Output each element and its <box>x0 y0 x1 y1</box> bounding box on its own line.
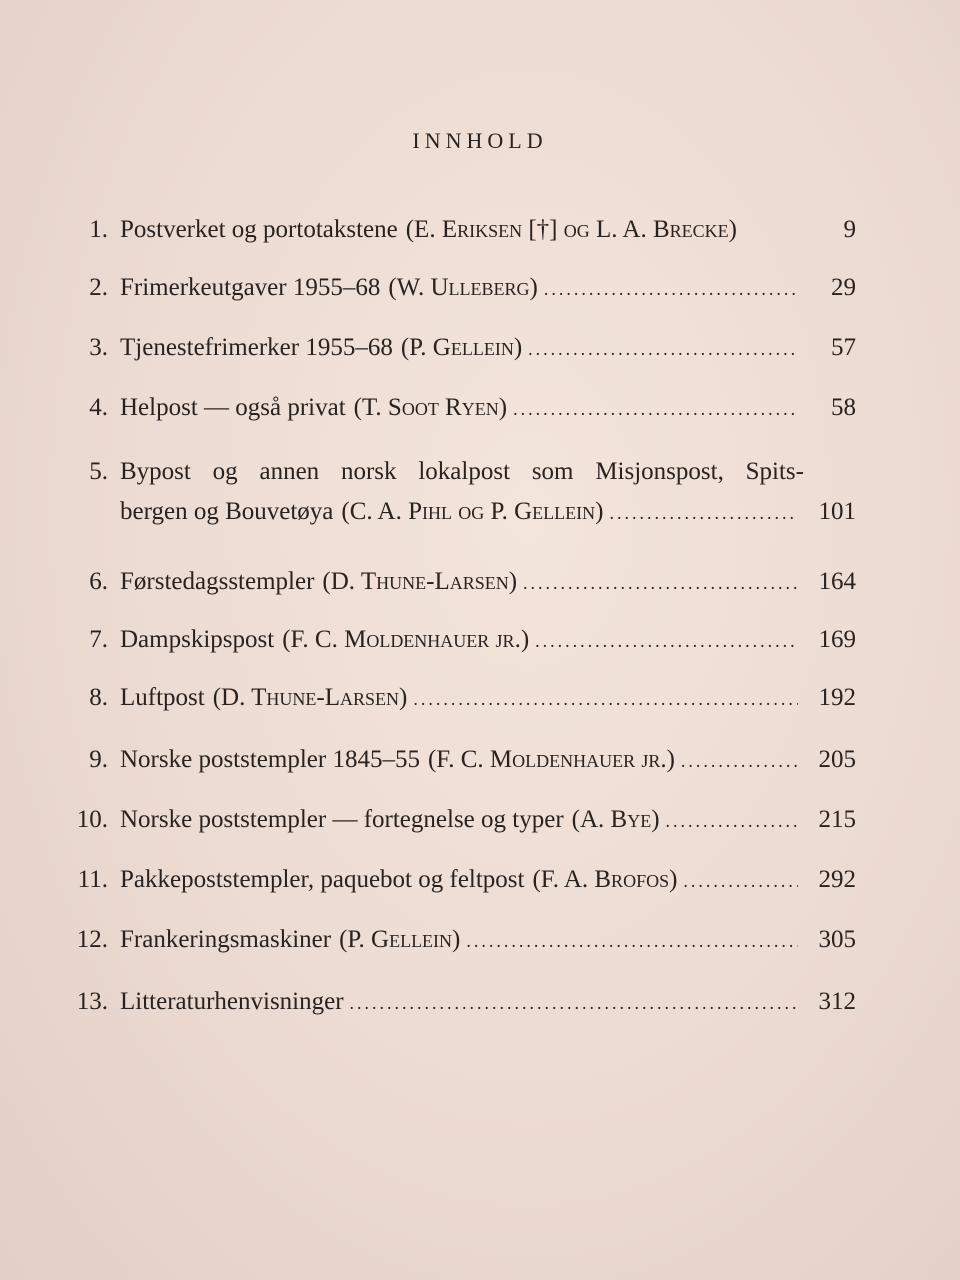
dot-leader <box>544 269 798 309</box>
toc-entry-2 <box>56 268 856 309</box>
entry-author: (F. A. Brofos) <box>532 866 678 893</box>
entry-number: 1. <box>89 216 108 243</box>
entry-author: (C. A. Pihl og P. Gellein) <box>341 498 604 525</box>
toc-entry-7 <box>56 620 856 661</box>
entry-page-number: 57 <box>831 334 856 361</box>
page-title: INNHOLD <box>412 128 548 153</box>
entry-title: Norske poststempler — fortegnelse og typer <box>120 806 564 833</box>
entry-text <box>120 678 804 719</box>
entry-number: 4. <box>89 394 108 421</box>
dot-leader <box>681 741 798 781</box>
entry-author: (F. C. Moldenhauer jr.) <box>427 746 675 773</box>
entry-number: 9. <box>89 746 108 773</box>
dot-leader <box>466 921 798 961</box>
entry-author: (F. C. Moldenhauer jr.) <box>282 626 530 653</box>
toc-entry-12 <box>56 920 856 961</box>
entry-author: (E. Eriksen [†] og L. A. Brecke) <box>405 216 737 243</box>
entry-page-number: 312 <box>818 988 856 1015</box>
entry-text <box>120 740 804 781</box>
entry-line-2 <box>56 492 856 533</box>
toc-entry-5 <box>56 452 856 533</box>
entry-text <box>120 562 804 603</box>
entry-text <box>120 328 804 369</box>
dot-leader <box>413 679 798 719</box>
entry-text <box>120 620 804 661</box>
toc-entry-1 <box>56 210 856 250</box>
entry-page-number: 164 <box>818 568 856 595</box>
entry-author: (P. Gellein) <box>339 926 461 953</box>
entry-author: (A. Bye) <box>571 806 660 833</box>
dot-leader <box>513 389 798 429</box>
toc-entry-11 <box>56 860 856 901</box>
entry-text <box>120 388 804 429</box>
entry-page-number: 205 <box>818 746 856 773</box>
entry-title: Postverket og portotakstene <box>120 216 398 243</box>
entry-title-line-2: bergen og Bouvetøya <box>120 498 334 525</box>
entry-page-number: 9 <box>843 216 856 243</box>
entry-number: 5. <box>89 458 108 485</box>
entry-number: 6. <box>89 568 108 595</box>
entry-title: Helpost — også privat <box>120 394 346 421</box>
entry-number: 13. <box>76 988 108 1015</box>
entry-author: (D. Thune-Larsen) <box>212 684 408 711</box>
entry-title-line-1: Bypost og annen norsk lokalpost som Misjonspost, Spits- <box>120 458 804 485</box>
entry-text <box>120 860 804 901</box>
entry-title: Luftpost <box>120 684 205 711</box>
entry-page-number: 101 <box>818 498 856 525</box>
entry-title: Dampskipspost <box>120 626 275 653</box>
entry-number: 11. <box>77 866 108 893</box>
entry-number: 8. <box>89 684 108 711</box>
entry-line-1 <box>56 452 856 492</box>
entry-number: 3. <box>89 334 108 361</box>
entry-author: (D. Thune-Larsen) <box>322 568 518 595</box>
entry-number: 2. <box>89 274 108 301</box>
dot-leader <box>535 621 798 661</box>
entry-author: (T. Soot Ryen) <box>353 394 508 421</box>
dot-leader <box>666 801 798 841</box>
entry-title: Litteraturhenvisninger <box>120 988 344 1015</box>
entry-page-number: 29 <box>831 274 856 301</box>
dot-leader <box>528 329 798 369</box>
toc-entry-13 <box>56 982 856 1023</box>
entry-title: Pakkepoststempler, paquebot og feltpost <box>120 866 525 893</box>
entry-author: (W. Ulleberg) <box>388 274 538 301</box>
entry-page-number: 192 <box>818 684 856 711</box>
dot-leader <box>683 861 798 901</box>
entry-number: 7. <box>89 626 108 653</box>
entry-page-number: 305 <box>818 926 856 953</box>
entry-line-text <box>120 492 804 533</box>
toc-entry-8 <box>56 678 856 719</box>
entry-page-number: 292 <box>818 866 856 893</box>
entry-text <box>120 982 804 1023</box>
toc-entry-6 <box>56 562 856 603</box>
entry-number: 12. <box>76 926 108 953</box>
entry-page-number: 169 <box>818 626 856 653</box>
entry-title: Norske poststempler 1845–55 <box>120 746 420 773</box>
toc-entry-10 <box>56 800 856 841</box>
dot-leader <box>523 563 798 603</box>
toc-entry-9 <box>56 740 856 781</box>
entry-author: (P. Gellein) <box>400 334 523 361</box>
toc-entry-4 <box>56 388 856 429</box>
entry-text <box>120 800 804 841</box>
entry-text <box>120 920 804 961</box>
entry-title: Frimerkeutgaver 1955–68 <box>120 274 381 301</box>
entry-page-number: 58 <box>831 394 856 421</box>
entry-line-text <box>120 452 804 492</box>
dot-leader <box>609 493 798 533</box>
entry-title: Førstedagsstempler <box>120 568 315 595</box>
entry-text <box>120 210 804 250</box>
entry-number: 10. <box>76 806 108 833</box>
entry-title: Tjenestefrimerker 1955–68 <box>120 334 393 361</box>
toc-entry-3 <box>56 328 856 369</box>
entry-page-number: 215 <box>818 806 856 833</box>
entry-title: Frankeringsmaskiner <box>120 926 332 953</box>
entry-text <box>120 268 804 309</box>
dot-leader <box>350 983 798 1023</box>
